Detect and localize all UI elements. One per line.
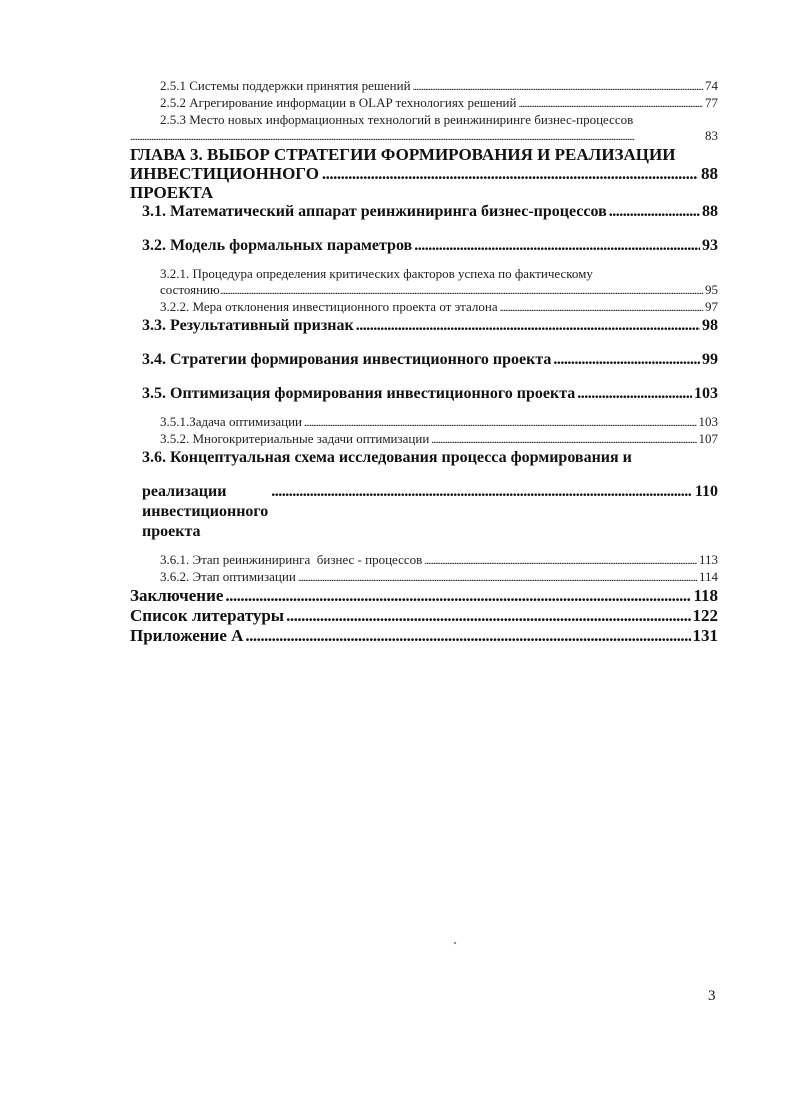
spacer [130,256,718,266]
dot-leader [286,606,690,626]
dot-leader [414,236,700,256]
dot-leader [322,164,698,183]
toc-entry-title: 3.5.2. Многокритериальные задачи оптимизации [160,431,430,446]
toc-entry-page: 77 [705,95,718,110]
toc-entry-title: 3.1. Математический аппарат реинжиниринга бизнес-процессов [142,203,607,220]
toc-entry-page: 98 [702,317,718,334]
toc-entry-title-line-1: 3.2.1. Процедура определения критических факторов успеха по фактическому [160,266,593,281]
toc-entry-page: 83 [705,128,718,143]
toc-entry-3-5[interactable] [130,384,718,404]
spacer [130,222,718,236]
toc-entry-title: 3.6.2. Этап оптимизации [160,569,296,584]
toc-entry-title: Приложение А [130,626,244,645]
toc-entry-chapter-3[interactable] [130,145,718,202]
toc-entry-page: 97 [705,299,718,314]
toc-entry-title: 2.5.2 Агрегирование информации в OLAP технологиях решений [160,95,517,110]
toc-entry-3-2-1[interactable] [130,266,718,299]
toc-entry-3-2-2[interactable] [130,299,718,316]
toc-entry-title: 2.5.3 Место новых информационных технологий в реинжиниринге бизнес-процессов [160,112,634,127]
dot-leader [130,129,703,145]
toc-entry-2-5-1[interactable] [130,78,718,95]
toc-entry-2-5-3[interactable] [130,112,718,145]
toc-entry-3-5-1[interactable] [130,414,718,431]
page-number: 3 [708,988,716,1004]
toc-entry-appendix[interactable] [130,626,718,646]
dot-leader [577,384,692,404]
dot-leader [553,350,700,370]
toc-entry-page: 103 [694,385,718,402]
spacer [130,542,718,552]
toc-entry-title-line-1: 3.6. Концептуальная схема исследования процесса формирования и [142,449,632,466]
toc-entry-page: 88 [701,164,718,183]
toc-entry-title: Заключение [130,586,224,605]
spacer [130,404,718,414]
dot-leader [245,626,690,646]
toc-entry-conclusion[interactable] [130,586,718,606]
chapter-title-line-1: ГЛАВА 3. ВЫБОР СТРАТЕГИИ ФОРМИРОВАНИЯ И РЕАЛИЗАЦИИ [130,145,676,164]
toc-entry-3-4[interactable] [130,350,718,370]
dot-leader [424,553,697,569]
toc-entry-page: 103 [698,414,718,429]
toc-entry-3-6-1[interactable] [130,552,718,569]
dot-leader [518,96,703,112]
toc-entry-page: 118 [693,586,718,605]
dot-leader [609,202,700,222]
toc-entry-page: 74 [705,78,718,93]
toc-entry-page: 95 [705,282,718,297]
toc-entry-title: 3.2.2. Мера отклонения инвестиционного проекта от эталона [160,299,498,314]
toc-entry-3-6[interactable] [130,448,718,542]
toc-entry-title: Список литературы [130,606,285,625]
table-of-contents [130,78,718,646]
dot-leader [225,586,691,606]
dot-leader [304,415,696,431]
toc-entry-title-line-2: реализации инвестиционного проекта [142,483,269,540]
toc-entry-page: 88 [702,203,718,220]
toc-entry-3-3[interactable] [130,316,718,336]
toc-entry-title: 3.2. Модель формальных параметров [142,237,413,254]
toc-entry-3-6-2[interactable] [130,569,718,586]
toc-entry-title-line-2: состоянию [160,282,220,297]
toc-entry-title: 3.5. Оптимизация формирования инвестиционного проекта [142,385,576,402]
dot-leader [271,482,692,502]
toc-entry-3-5-2[interactable] [130,431,718,448]
dot-leader [298,570,697,586]
toc-entry-page: 122 [692,606,718,625]
toc-entry-page: 131 [692,626,718,645]
toc-entry-title: 3.3. Результативный признак [142,317,354,334]
toc-entry-title: 3.5.1.Задача оптимизации [160,414,303,429]
chapter-title-line-2: ИНВЕСТИЦИОННОГО ПРОЕКТА [130,164,319,202]
toc-entry-3-1[interactable] [130,202,718,222]
toc-entry-page: 113 [698,552,718,567]
spacer [130,370,718,384]
spacer [130,336,718,350]
spacer [142,468,718,482]
toc-entry-title: 3.4. Стратегии формирования инвестиционного проекта [142,351,552,368]
dot-leader [356,316,700,336]
toc-entry-references[interactable] [130,606,718,626]
dot-leader [413,79,703,95]
toc-entry-page: 99 [702,351,718,368]
toc-entry-3-2[interactable] [130,236,718,256]
dot-leader [500,300,703,316]
toc-entry-2-5-2[interactable] [130,95,718,112]
toc-entry-page: 93 [702,237,718,254]
toc-entry-title: 2.5.1 Системы поддержки принятия решений [160,78,411,93]
dot-leader [220,283,703,299]
toc-entry-page: 114 [698,569,718,584]
toc-entry-page: 110 [694,483,718,500]
dot-leader [431,432,696,448]
toc-entry-title: 3.6.1. Этап реинжиниринга бизнес - процессов [160,552,423,567]
scan-speck [454,942,457,945]
toc-entry-page: 107 [698,431,718,446]
